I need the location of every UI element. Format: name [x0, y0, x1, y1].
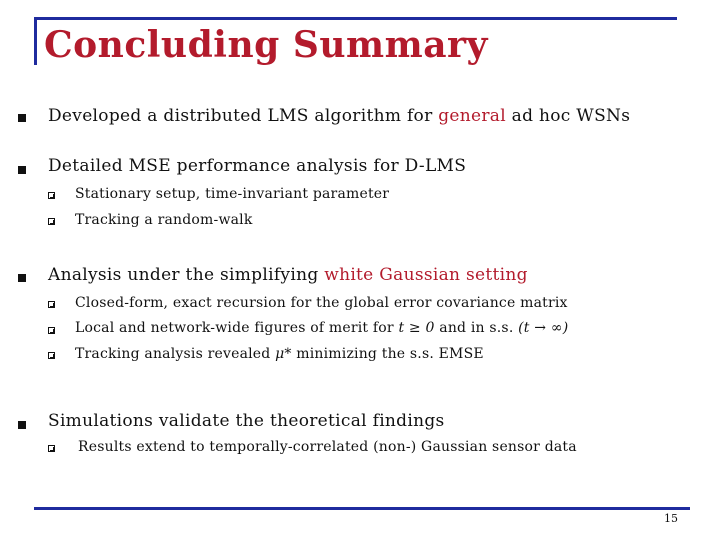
bullet-2-text: Detailed MSE performance analysis for D-LMS: [48, 156, 467, 176]
bullet-square-icon: [18, 274, 26, 282]
sub-bullet-box-icon: [48, 218, 55, 225]
bullet-1-post: ad hoc WSNs: [505, 106, 631, 126]
bullet-4-text: Simulations validate the theoretical findings: [48, 411, 445, 431]
bullet-2-sub-1: Stationary setup, time-invariant parameter: [75, 186, 390, 202]
bullet-square-icon: [18, 166, 26, 174]
bullet-3-sub-3-post: minimizing the s.s. EMSE: [291, 346, 484, 362]
bullet-2-sub-2: Tracking a random-walk: [75, 212, 253, 228]
bullet-1-highlight: general: [438, 106, 506, 126]
bullet-1-text: [48, 106, 630, 126]
slide-title: Concluding Summary: [44, 24, 488, 66]
bullet-3-text: [48, 265, 528, 285]
bullet-3-sub-2-pre: Local and network-wide figures of merit for: [75, 320, 399, 336]
bullet-3-sub-2-math2: (t → ∞): [518, 320, 569, 336]
sub-bullet-box-icon: [48, 352, 55, 359]
bullet-3-sub-2-mid: and in s.s.: [434, 320, 519, 336]
bullet-3-sub-2: [75, 320, 568, 336]
bullet-square-icon: [18, 114, 26, 122]
bullet-3-pre: Analysis under the simplifying: [48, 265, 325, 285]
sub-bullet-box-icon: [48, 327, 55, 334]
bullet-3-sub-3-pre: Tracking analysis revealed: [75, 346, 276, 362]
bullet-3-highlight: white Gaussian setting: [324, 265, 528, 285]
footer-rule: [34, 507, 690, 510]
sub-bullet-box-icon: [48, 301, 55, 308]
bullet-3-sub-1: Closed-form, exact recursion for the global error covariance matrix: [75, 295, 568, 311]
bullet-1-pre: Developed a distributed LMS algorithm for: [48, 106, 439, 126]
bullet-square-icon: [18, 421, 26, 429]
bullet-3-sub-3: [75, 346, 484, 362]
bullet-4-sub-1: Results extend to temporally-correlated (non-) Gaussian sensor data: [78, 439, 577, 455]
title-frame-left: [34, 17, 37, 65]
bullet-3-sub-2-math: t ≥ 0: [398, 320, 435, 336]
page-number: 15: [664, 512, 678, 525]
bullet-3-sub-3-math: μ*: [275, 346, 292, 362]
sub-bullet-box-icon: [48, 445, 55, 452]
title-frame-top: [34, 17, 677, 20]
sub-bullet-box-icon: [48, 192, 55, 199]
